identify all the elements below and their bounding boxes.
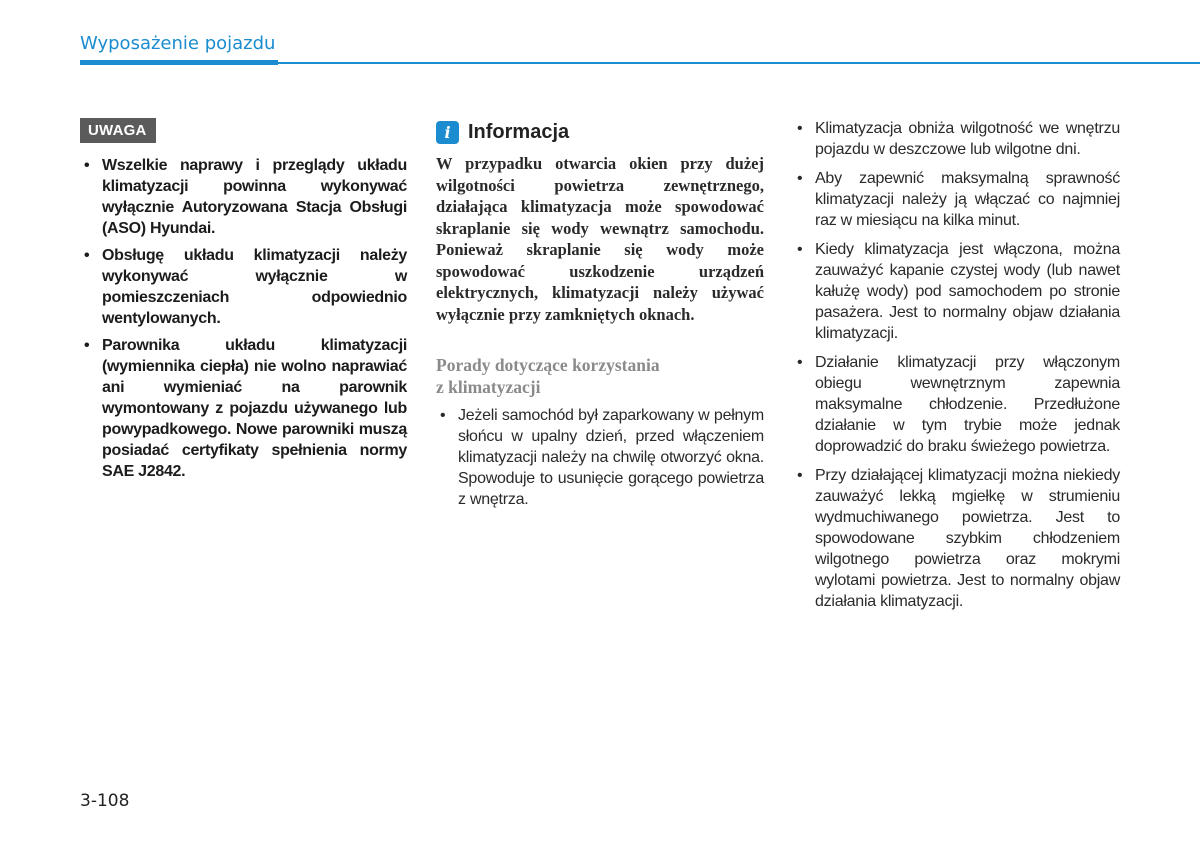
notes-column [793, 118, 1120, 620]
page-number: 3-108 [80, 791, 130, 811]
bullet-icon: • [797, 354, 803, 371]
list-item-text: Przy działającej klimatyzacji można niekiedy zauważyć lekką mgiełkę w strumieniu wydmuchiwanego powietrza. Jest to spowodowane szybkim chłodzeniem wilgotnego powietrza oraz mokrymi wylotami powietrza. Jest to normalny objaw działania klimatyzacji. [815, 467, 1120, 610]
bullet-icon: • [84, 157, 90, 174]
list-item [793, 168, 1120, 231]
list-item-text: Aby zapewnić maksymalną sprawność klimatyzacji należy ją włączać co najmniej raz w miesiącu na kilka minut. [815, 170, 1120, 229]
info-title: Informacja [468, 120, 570, 143]
info-body: W przypadku otwarcia okien przy dużej wilgotności powietrza zewnętrznego, działająca klimatyzacja może spowodować skraplanie się wody wewnątrz samochodu. Ponieważ skraplanie się wody może spowodować uszkodzenie urządzeń elektrycznych, klimatyzacji należy używać wyłącznie przy zamkniętych oknach. [436, 154, 764, 324]
warning-list [80, 155, 407, 482]
warning-item [80, 245, 407, 329]
warning-item [80, 155, 407, 239]
warning-item-text: Wszelkie naprawy i przeglądy układu klimatyzacji powinna wykonywać wyłącznie Autoryzowana Stacja Obsługi (ASO) Hyundai. [102, 157, 407, 237]
list-item [793, 118, 1120, 160]
section-heading-line: Porady dotyczące korzystania [436, 355, 660, 375]
list-item-text: Działanie klimatyzacji przy włączonym obiegu wewnętrznym zapewnia maksymalne chłodzenie. Przedłużone działanie w tym trybie może jednak doprowadzić do braku świeżego powietrza. [815, 354, 1120, 455]
list-item-text: Jeżeli samochód był zaparkowany w pełnym słońcu w upalny dzień, przed włączeniem klimatyzacji należy na chwilę otworzyć okna. Spowoduje to usunięcie gorącego powietrza z wnętrza. [458, 407, 764, 508]
info-column [436, 118, 764, 515]
list-item [436, 405, 764, 510]
list-item-text: Klimatyzacja obniża wilgotność we wnętrzu pojazdu w deszczowe lub wilgotne dni. [815, 120, 1120, 158]
section-heading-line: z klimatyzacji [436, 377, 541, 397]
list-item [793, 239, 1120, 344]
bullet-icon: • [440, 407, 446, 424]
bullet-icon: • [84, 337, 90, 354]
bullet-icon: • [797, 170, 803, 187]
warning-item-text: Parownika układu klimatyzacji (wymiennika ciepła) nie wolno naprawiać ani wymieniać na parownik wymontowany z pojazdu używanego lub powypadkowego. Nowe parowniki muszą posiadać certyfikaty spełnienia normy SAE J2842. [102, 337, 407, 480]
notes-list [793, 118, 1120, 612]
header-rule-thick [80, 60, 278, 65]
warning-item-text: Obsługę układu klimatyzacji należy wykonywać wyłącznie w pomieszczeniach odpowiednio wentylowanych. [102, 247, 407, 327]
warning-column [80, 118, 407, 488]
info-icon: i [436, 121, 459, 144]
header-title: Wyposażenie pojazdu [80, 33, 276, 54]
warning-badge: UWAGA [80, 118, 156, 143]
bullet-icon: • [84, 247, 90, 264]
list-item [793, 465, 1120, 612]
bullet-icon: • [797, 467, 803, 484]
tips-list [436, 405, 764, 510]
section-heading [436, 354, 764, 398]
list-item-text: Kiedy klimatyzacja jest włączona, można zauważyć kapanie czystej wody (lub nawet kałużę wody) pod samochodem po stronie pasażera. Jest to normalny objaw działania klimatyzacji. [815, 241, 1120, 342]
list-item [793, 352, 1120, 457]
info-header [436, 118, 764, 146]
warning-item [80, 335, 407, 482]
bullet-icon: • [797, 241, 803, 258]
bullet-icon: • [797, 120, 803, 137]
